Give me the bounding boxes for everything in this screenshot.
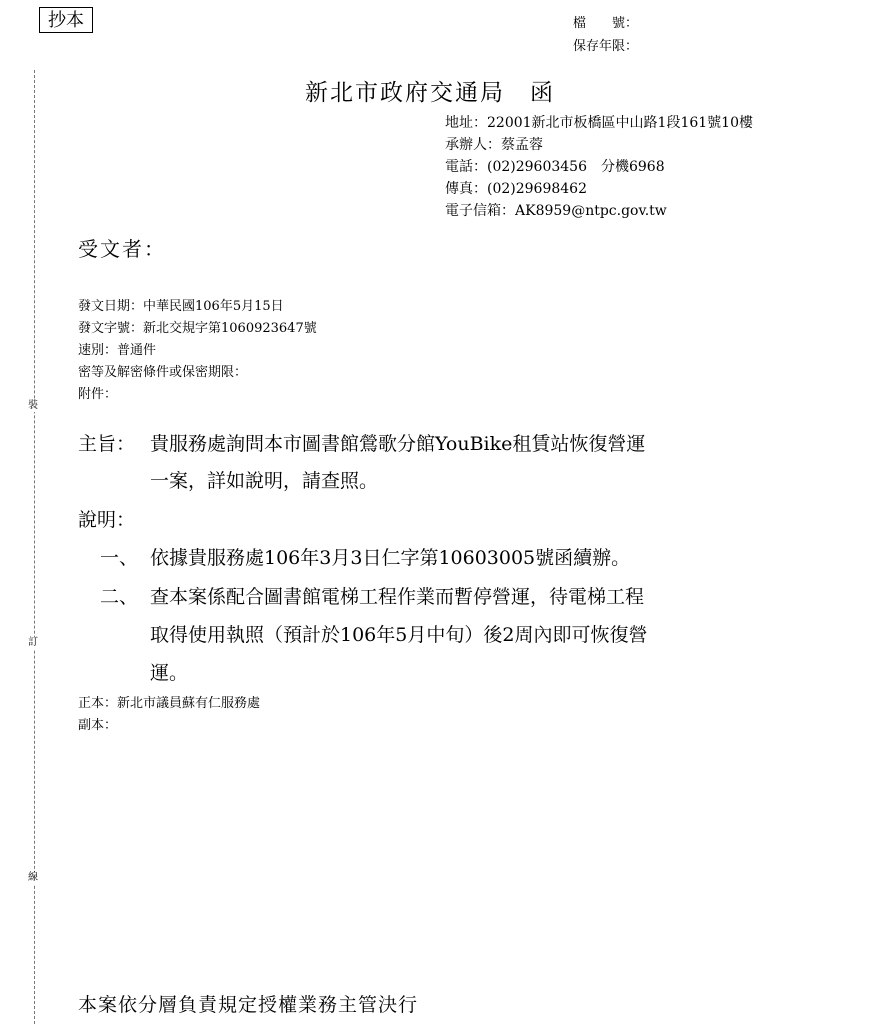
copy-stamp: 抄本 xyxy=(39,7,93,33)
attachment-label: 附件： xyxy=(78,387,118,402)
recipient-label: 受文者： xyxy=(78,237,166,261)
retention-period-label: 保存年限： xyxy=(573,39,639,54)
contact-phone: 電話：(02)29603456 分機6968 xyxy=(445,159,665,175)
explanation-item-2-line-2: 取得使用執照（預計於106年5月中旬）後2周內即可恢復營 xyxy=(150,624,648,646)
document-number: 發文字號：新北交規字第1060923647號 xyxy=(78,321,317,336)
secrecy-level: 密等及解密條件或保密期限： xyxy=(78,365,248,380)
subject-line-1: 貴服務處詢問本市圖書館鶯歌分館YouBike租賃站恢復營運 xyxy=(150,433,646,455)
contact-email: 電子信箱：AK8959@ntpc.gov.tw xyxy=(445,203,667,219)
contact-address: 地址：22001新北市板橋區中山路1段161號10樓 xyxy=(445,115,753,131)
document-title: 新北市政府交通局 函 xyxy=(305,80,555,106)
original-recipient: 正本：新北市議員蘇有仁服務處 xyxy=(78,696,261,711)
copy-recipient: 副本： xyxy=(78,718,118,733)
file-number-label: 檔 號： xyxy=(573,16,639,31)
subject-label: 主旨： xyxy=(78,433,136,455)
binding-mark-xian: 線 xyxy=(28,872,38,883)
binding-mark-zhuang: 裝 xyxy=(28,400,38,411)
issue-date: 發文日期：中華民國106年5月15日 xyxy=(78,299,284,314)
delivery-speed: 速別：普通件 xyxy=(78,343,157,358)
contact-fax: 傳真：(02)29698462 xyxy=(445,181,587,197)
binding-mark-ding: 訂 xyxy=(28,637,38,648)
explanation-item-2-line-3: 運。 xyxy=(150,662,189,684)
authorization-note: 本案依分層負責規定授權業務主管決行 xyxy=(78,994,419,1016)
contact-handler: 承辦人：蔡孟蓉 xyxy=(445,137,543,153)
explanation-item-2-number: 二、 xyxy=(100,586,139,608)
subject-line-2: 一案，詳如說明，請查照。 xyxy=(150,470,379,492)
explanation-item-2-line-1: 查本案係配合圖書館電梯工程作業而暫停營運，待電梯工程 xyxy=(150,586,645,608)
explanation-label: 說明： xyxy=(78,509,136,531)
explanation-item-1-line-1: 依據貴服務處106年3月3日仁字第10603005號函續辦。 xyxy=(150,547,631,569)
explanation-item-1-number: 一、 xyxy=(100,547,139,569)
